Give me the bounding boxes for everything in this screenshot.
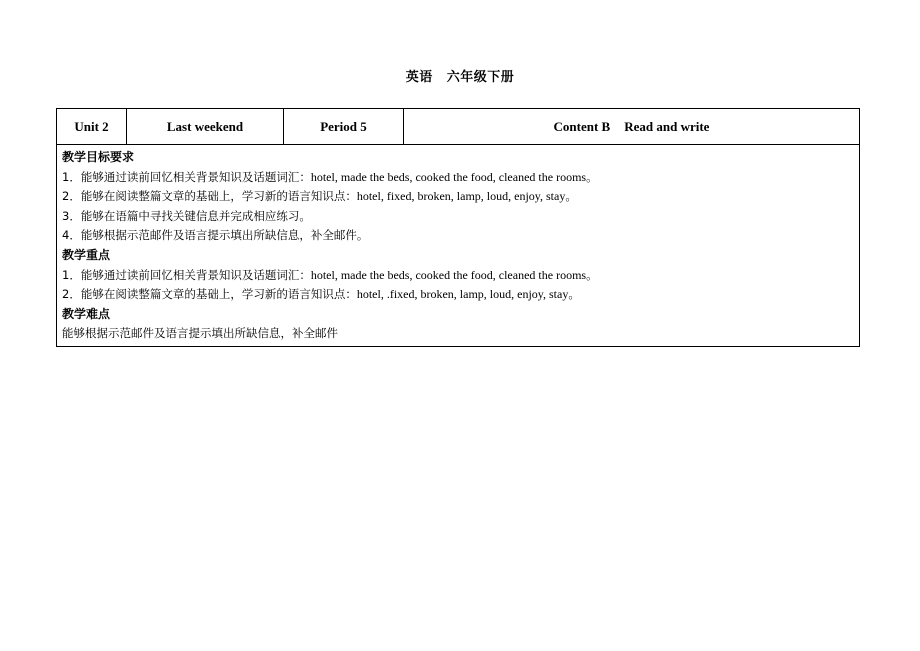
- objective-item-3: 3．能够在语篇中寻找关键信息并完成相应练习。: [62, 208, 311, 223]
- unit-cell: Unit 2: [57, 109, 127, 144]
- objective-item-4: 4．能够根据示范邮件及语言提示填出所缺信息，补全邮件。: [62, 228, 369, 243]
- topic-cell: Last weekend: [127, 109, 284, 144]
- objectives-title: 教学目标要求: [62, 150, 135, 164]
- objective-item-1: 1．能够通过读前回忆相关背景知识及话题词汇：hotel, made the beds, cooked the food, cleaned the rooms。: [62, 169, 598, 184]
- period-cell: Period 5: [284, 109, 404, 144]
- key-points-title: 教学重点: [62, 247, 111, 262]
- page-title: [0, 66, 920, 85]
- content-cell: [404, 109, 859, 144]
- difficulties-title: 教学难点: [62, 306, 111, 321]
- subject-label: 英语: [405, 70, 433, 85]
- content-label: Content B: [553, 118, 611, 134]
- lesson-plan-table: [56, 108, 860, 347]
- key-point-item-2: 2．能够在阅读整篇文章的基础上，学习新的语言知识点：hotel, .fixed, broken, lamp, loud, enjoy, stay。: [62, 287, 580, 302]
- table-header-row: [57, 109, 859, 145]
- objective-item-2: 2．能够在阅读整篇文章的基础上，学习新的语言知识点：hotel, fixed, broken, lamp, loud, enjoy, stay。: [62, 189, 577, 204]
- content-title: Read and write: [624, 118, 710, 134]
- lesson-body-cell: [57, 145, 859, 346]
- grade-label: 六年级下册: [446, 70, 515, 85]
- difficulty-text: 能够根据示范邮件及语言提示填出所缺信息，补全邮件: [62, 326, 338, 341]
- key-point-item-1: 1．能够通过读前回忆相关背景知识及话题词汇：hotel, made the beds, cooked the food, cleaned the rooms。: [62, 267, 598, 282]
